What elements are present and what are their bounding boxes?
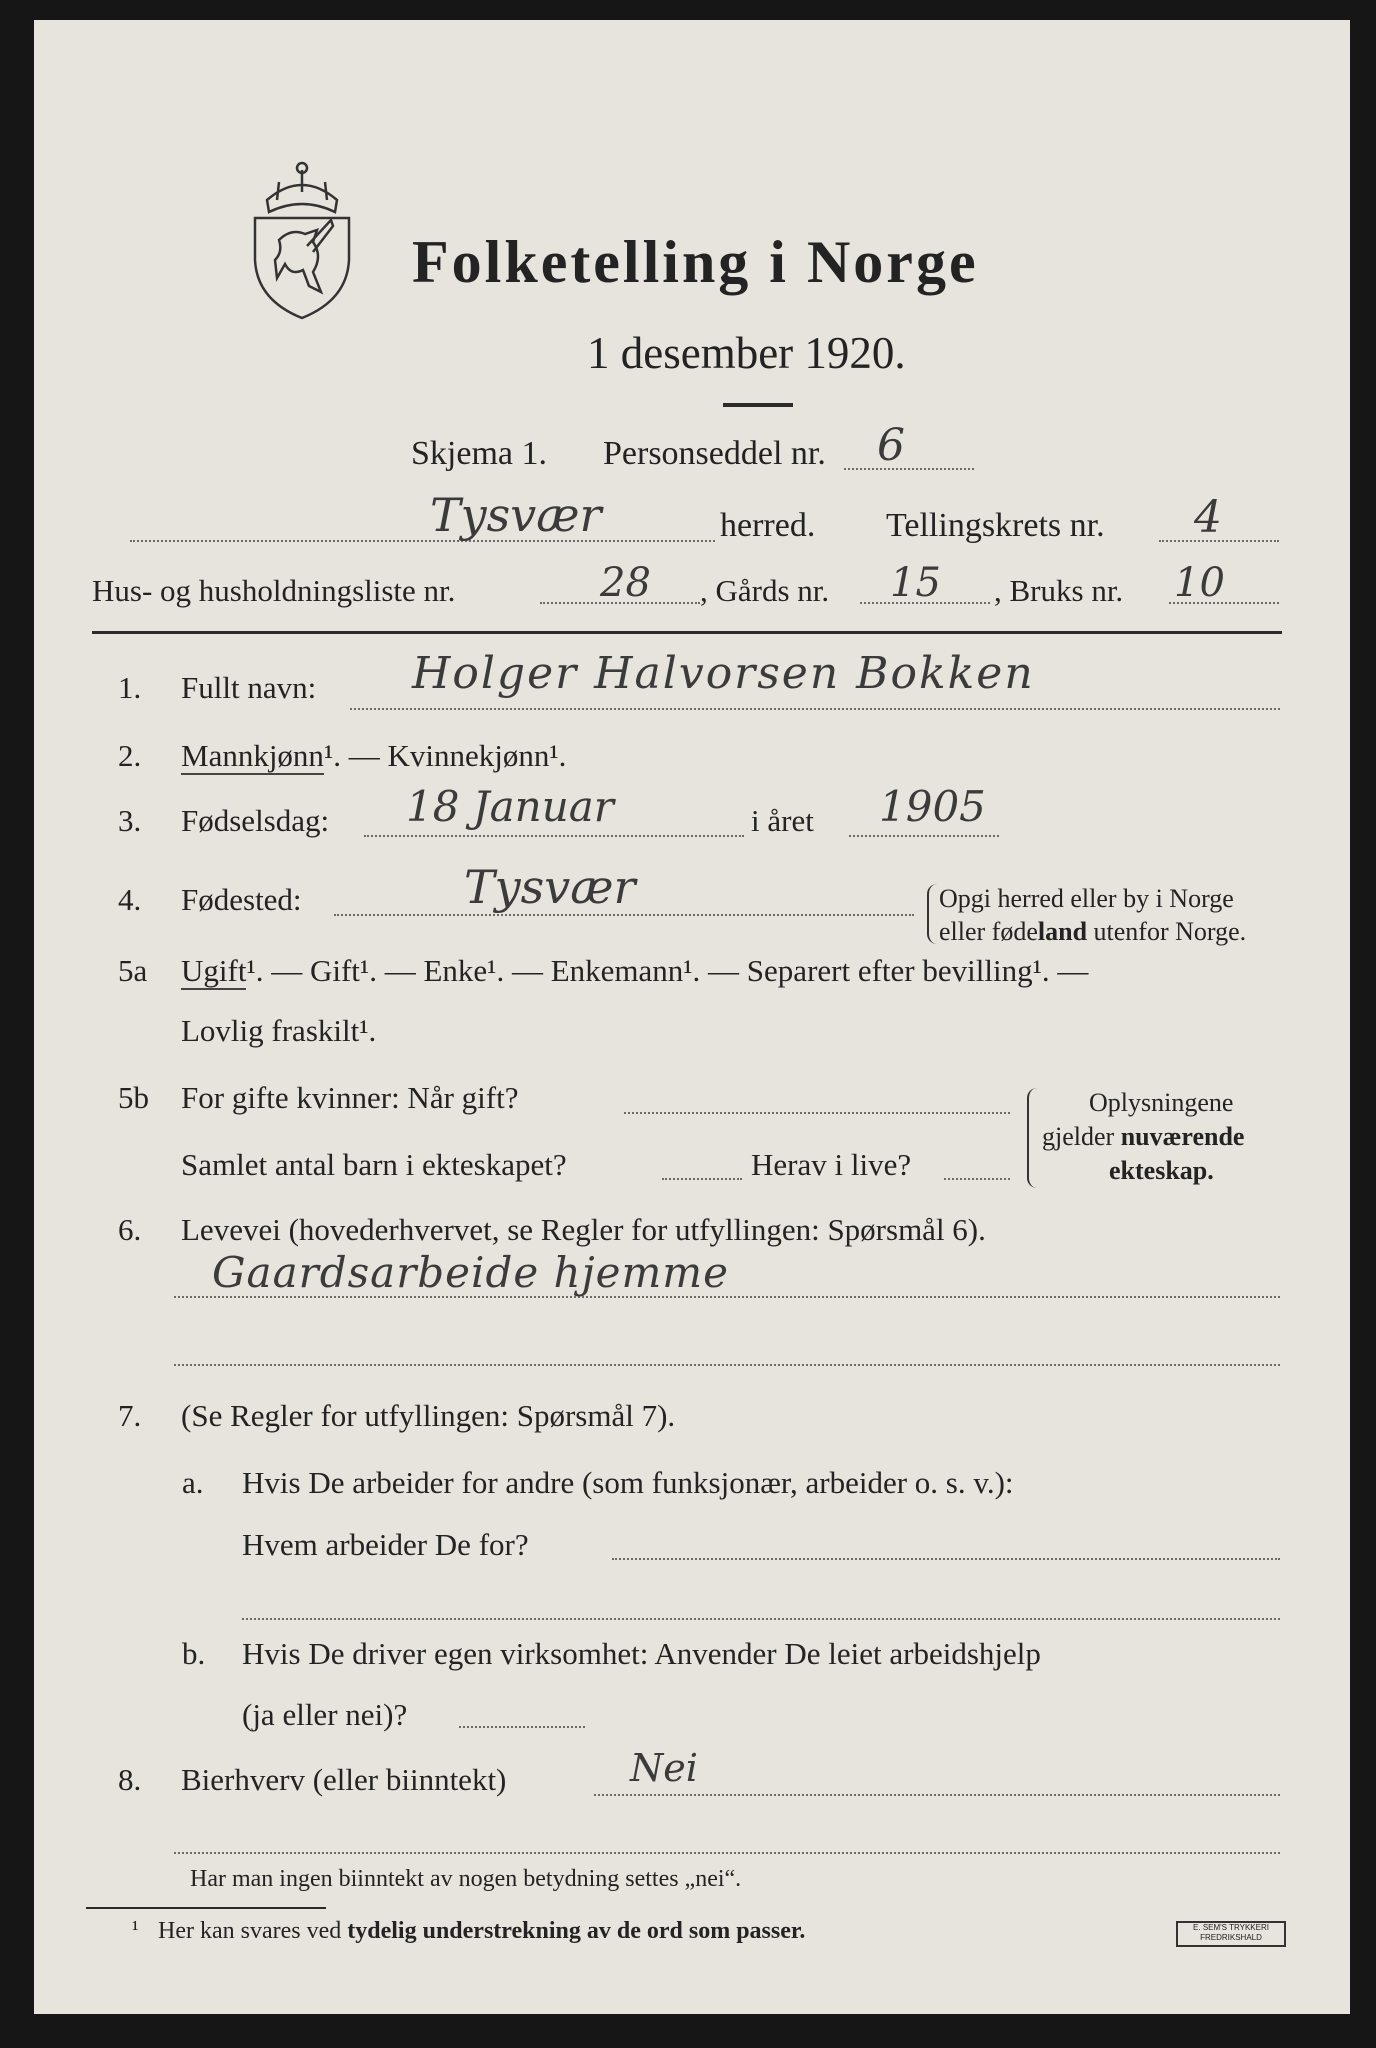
marital-fraskilt-option: Lovlig fraskilt¹.	[181, 1013, 377, 1048]
marriage-note-line3: ekteskap.	[1109, 1156, 1214, 1185]
header-divider	[92, 631, 1282, 634]
marriage-note-emphasis: nuværende	[1120, 1122, 1245, 1151]
marital-other-options: ¹. — Gift¹. — Enke¹. — Enkemann¹. — Separert efter bevilling¹. —	[246, 953, 1089, 988]
birthplace-note-text: eller føde	[939, 917, 1038, 946]
marriage-note-text: gjelder	[1042, 1122, 1121, 1151]
item-number: 5b	[118, 1080, 149, 1115]
birth-year-line	[849, 835, 999, 837]
footnote-text-plain: Her kan svares ved	[158, 1918, 348, 1944]
bruks-label: , Bruks nr.	[994, 573, 1124, 608]
marriage-note-line1: Oplysningene	[1089, 1088, 1234, 1117]
hired-help-line	[459, 1726, 585, 1728]
personseddel-value: 6	[877, 420, 905, 471]
coat-of-arms-icon	[247, 160, 357, 320]
item-number: 2.	[118, 738, 142, 773]
full-name-value: Holger Halvorsen Bokken	[412, 648, 1035, 699]
census-form-sheet	[34, 20, 1350, 2014]
marital-status-options	[181, 953, 1088, 989]
item-number: 5a	[118, 953, 148, 988]
tellingskrets-value: 4	[1194, 492, 1222, 543]
printer-stamp-line2: FREDRIKSHALD	[1200, 1933, 1262, 1942]
skjema-label: Skjema 1.	[411, 435, 547, 472]
footnote-text	[158, 1918, 805, 1945]
gender-options	[181, 738, 566, 774]
full-name-line	[350, 708, 1280, 710]
occupation-line-2	[174, 1364, 1280, 1366]
printer-stamp	[1176, 1921, 1286, 1947]
employer-label: Hvem arbeider De for?	[242, 1527, 529, 1562]
full-name-label: Fullt navn:	[181, 670, 317, 705]
personseddel-label: Personseddel nr.	[603, 435, 826, 472]
side-income-note: Har man ingen biinntekt av nogen betydning settes „nei“.	[190, 1866, 742, 1892]
side-income-line	[594, 1794, 1280, 1796]
children-total-label: Samlet antal barn i ekteskapet?	[181, 1147, 567, 1182]
birthplace-note-line1: Opgi herred eller by i Norge	[939, 884, 1234, 913]
employer-line-2	[242, 1618, 1280, 1620]
side-income-value: Nei	[630, 1746, 698, 1790]
birthplace-note-text: utenfor Norge.	[1087, 917, 1247, 946]
item-number: 4.	[118, 882, 142, 917]
children-total-line	[662, 1178, 742, 1180]
herred-label: herred.	[720, 507, 816, 544]
birth-year-value: 1905	[879, 782, 986, 831]
personseddel-line	[844, 468, 974, 470]
birthplace-line	[334, 914, 914, 916]
birthplace-note-emphasis: land	[1037, 917, 1088, 946]
birthplace-value: Tysvær	[464, 860, 636, 914]
item-number: 3.	[118, 803, 142, 838]
own-business-question: Hvis De driver egen virksomhet: Anvender De leiet arbeidshjelp	[242, 1636, 1041, 1671]
birthplace-note-brace	[927, 884, 939, 944]
occupation-label: Levevei (hovederhvervet, se Regler for utfyllingen: Spørsmål 6).	[181, 1212, 986, 1247]
footnote-mark: ¹	[132, 1916, 139, 1941]
gender-male-option: Mannkjønn	[181, 738, 324, 773]
birthday-line	[364, 835, 744, 837]
birthday-value: 18 Januar	[406, 782, 614, 831]
birthday-label: Fødselsdag:	[181, 803, 330, 838]
item-number: 7.	[118, 1398, 142, 1433]
occupation-value: Gaardsarbeide hjemme	[212, 1248, 729, 1297]
birth-year-label: i året	[751, 803, 814, 838]
item-number: 6.	[118, 1212, 142, 1247]
item-number: 1.	[118, 670, 142, 705]
gender-separator: ¹. —	[323, 738, 388, 773]
herred-value: Tysvær	[430, 488, 602, 542]
birthplace-label: Fødested:	[181, 882, 302, 917]
gender-female-option: Kvinnekjønn¹.	[387, 738, 567, 773]
marriage-note-brace	[1027, 1088, 1039, 1188]
married-when-line	[624, 1112, 1010, 1114]
item-number: 8.	[118, 1762, 142, 1797]
children-alive-label: Herav i live?	[751, 1147, 912, 1182]
tellingskrets-label: Tellingskrets nr.	[886, 507, 1105, 544]
side-income-label: Bierhverv (eller biinntekt)	[181, 1762, 507, 1797]
children-alive-line	[944, 1178, 1010, 1180]
bruks-value: 10	[1174, 560, 1225, 606]
form-title: Folketelling i Norge	[412, 229, 979, 295]
title-divider	[723, 403, 793, 407]
census-date: 1 desember 1920.	[587, 328, 906, 378]
hired-help-label: (ja eller nei)?	[242, 1697, 408, 1732]
item-letter: a.	[182, 1465, 204, 1500]
gards-value: 15	[890, 560, 941, 606]
employer-question: Hvis De arbeider for andre (som funksjonær, arbeider o. s. v.):	[242, 1465, 1014, 1500]
footnote-divider	[86, 1907, 326, 1909]
printer-stamp-line1: E. SEM'S TRYKKERI	[1193, 1923, 1269, 1932]
employer-line-1	[612, 1558, 1280, 1560]
marital-ugift-option: Ugift	[181, 953, 247, 988]
footnote-text-emphasis: tydelig understrekning av de ord som passer.	[347, 1918, 806, 1944]
married-when-label: For gifte kvinner: Når gift?	[181, 1080, 519, 1115]
item-letter: b.	[182, 1636, 206, 1671]
side-income-line-2	[174, 1852, 1280, 1854]
husholdningsliste-value: 28	[600, 560, 651, 606]
herred-line	[130, 540, 715, 542]
employment-heading: (Se Regler for utfyllingen: Spørsmål 7).	[181, 1398, 676, 1433]
birthplace-note-line2	[939, 917, 1246, 947]
gards-label: , Gårds nr.	[700, 573, 830, 608]
marriage-note-line2	[1042, 1122, 1244, 1152]
husholdningsliste-label: Hus- og husholdningsliste nr.	[92, 573, 456, 608]
